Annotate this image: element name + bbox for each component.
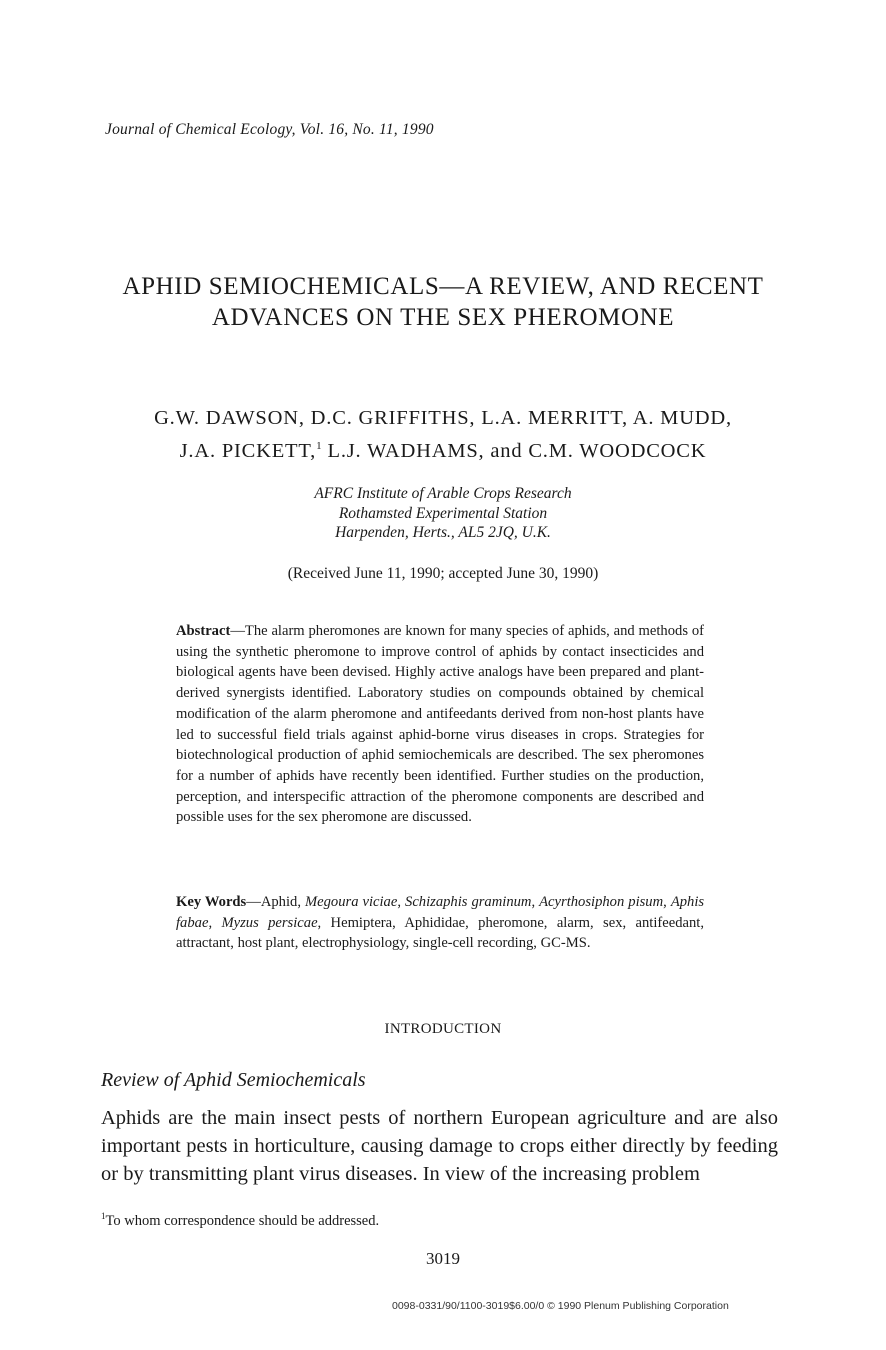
authors-rest: L.J. WADHAMS, and C.M. WOODCOCK bbox=[321, 440, 707, 462]
journal-header: Journal of Chemical Ecology, Vol. 16, No. 11, 1990 bbox=[105, 121, 434, 138]
footnote-marker: 1 bbox=[316, 440, 322, 452]
paper-title bbox=[0, 271, 886, 333]
affiliation-line-1: AFRC Institute of Arable Crops Research bbox=[314, 485, 572, 502]
authors-line-1: G.W. DAWSON, D.C. GRIFFITHS, L.A. MERRITT, A. MUDD, bbox=[154, 407, 732, 429]
subsection-heading: Review of Aphid Semiochemicals bbox=[101, 1069, 366, 1091]
received-dates: (Received June 11, 1990; accepted June 30, 1990) bbox=[287, 565, 599, 582]
abstract-text: —The alarm pheromones are known for many species of aphids, and methods of using the synthetic pheromone to improve control of aphids by contact insecticides and biological agents have been devised. Highly active analogs have been prepared and plant-derived synergists identified. Laboratory studies on compounds obtained by chemical modification of the alarm pheromone and antifeedants derived from non-host plants have led to successful field trials against aphid-borne virus diseases in crops. Strategies for biotechnological production of aphid semiochemicals are described. The sex pheromones for a number of aphids have recently been identified. Further studies on the production, perception, and interspecific attraction of the pheromone components are described and possible uses for the sex pheromone are discussed. bbox=[176, 623, 704, 826]
page-number: 3019 bbox=[426, 1249, 460, 1268]
abstract bbox=[176, 621, 704, 828]
keywords-text: —Aphid, bbox=[246, 894, 305, 910]
keywords-text: , bbox=[208, 914, 222, 931]
affiliation-line-3: Harpenden, Herts., AL5 2JQ, U.K. bbox=[335, 524, 551, 541]
keyword-species: Aphis fabae bbox=[176, 894, 705, 931]
title-line-1: APHID SEMIOCHEMICALS—A REVIEW, AND RECENT bbox=[122, 273, 764, 300]
keywords-label: Key Words bbox=[176, 894, 247, 910]
section-heading: INTRODUCTION bbox=[384, 1021, 502, 1037]
keyword-species: Myzus persicae bbox=[221, 914, 318, 931]
authors-line-2 bbox=[0, 432, 886, 465]
keywords-text: , bbox=[531, 894, 540, 910]
key-words bbox=[176, 892, 704, 954]
keyword-species: Acyrthosiphon pisum bbox=[539, 894, 664, 910]
author-list bbox=[0, 404, 886, 465]
copyright-line: 0098-0331/90/1100-3019$6.00/0 © 1990 Plenum Publishing Corporation bbox=[392, 1300, 729, 1312]
abstract-label: Abstract bbox=[176, 623, 231, 639]
keywords-text: , Hemiptera, Aphididae, pheromone, alarm, sex, antifeedant, attractant, host plant, electrophysiology, single-cell recording, GC-MS. bbox=[176, 914, 704, 952]
title-line-2: ADVANCES ON THE SEX PHEROMONE bbox=[211, 304, 675, 331]
author-pickett: J.A. PICKETT, bbox=[179, 440, 317, 462]
footnote-mark: 1 bbox=[101, 1211, 106, 1221]
body-paragraph: Aphids are the main insect pests of northern European agriculture and are also important pests in horticulture, causing damage to crops either directly by feeding or by transmitting plant virus diseases. In view of the increasing problem bbox=[101, 1107, 778, 1185]
affiliation bbox=[0, 484, 886, 543]
keywords-text: , bbox=[397, 894, 406, 910]
keyword-species: Megoura viciae bbox=[304, 894, 398, 910]
keywords-text: , bbox=[663, 894, 671, 910]
footnote bbox=[101, 1211, 379, 1230]
footnote-text: To whom correspondence should be addressed. bbox=[105, 1213, 380, 1229]
keyword-species: Schizaphis graminum bbox=[405, 894, 532, 910]
affiliation-line-2: Rothamsted Experimental Station bbox=[338, 504, 548, 522]
